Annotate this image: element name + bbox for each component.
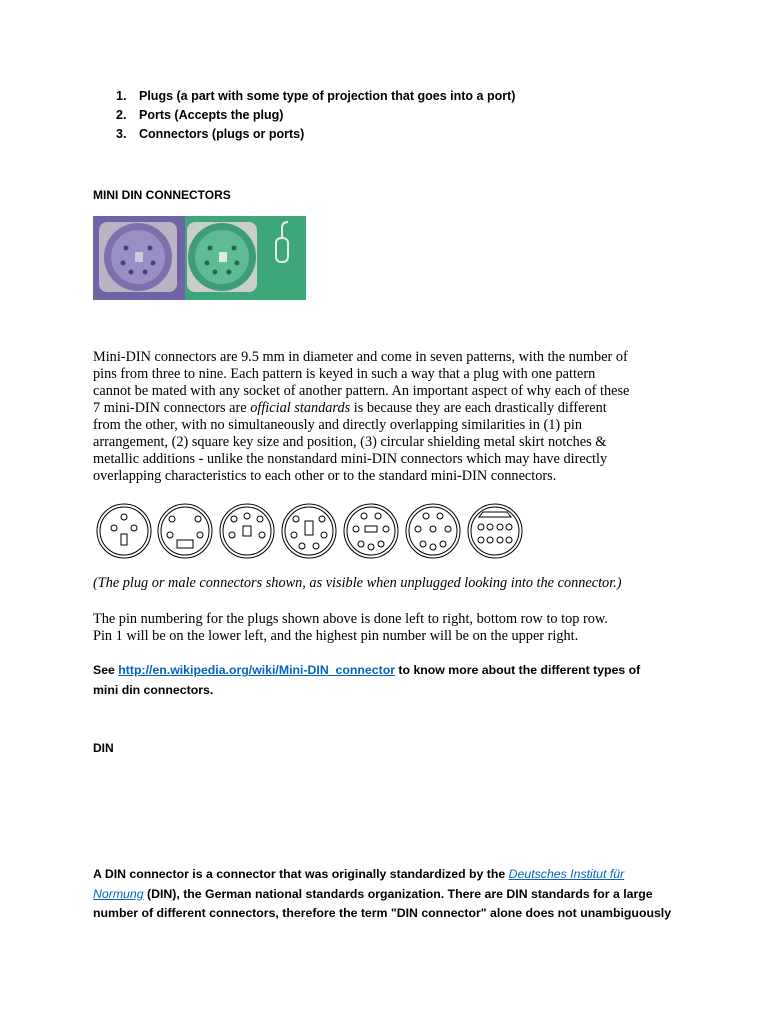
wikipedia-reference: See http://en.wikipedia.org/wiki/Mini-DIN_connector to know more about the different types of mini din connectors. [93, 663, 641, 697]
pinout-6-pin [282, 504, 336, 558]
mini-din-pinout-diagram [95, 502, 535, 560]
wikipedia-mini-din-link[interactable]: http://en.wikipedia.org/wiki/Mini-DIN_connector [118, 663, 395, 677]
mini-din-description: Mini-DIN connectors are 9.5 mm in diameter and come in seven patterns, with the number of pins from three to nine. Each pattern is keyed in such a way that a plug with one pattern cannot be mated with any socket of another pattern. An important aspect of why each of these 7 mini-DIN connectors are official standards is because they are each drastically different from the other, with no simultaneously and directly overlapping similarities in (1) pin arrangement, (2) square key size and position, (3) circular shielding metal skirt notches & metallic additions - unlike the nonstandard mini-DIN connectors which may have directly overlapping characteristics to each other or to the standard mini-DIN connectors. [93, 349, 630, 484]
list-item: 2. Ports (Accepts the plug) [116, 108, 284, 122]
pin-numbering-description: The pin numbering for the plugs shown above is done left to right, bottom row to top row. Pin 1 will be on the lower left, and the highest pin number will be on the upper right. [93, 611, 608, 644]
pinout-9-pin [468, 504, 522, 558]
pinout-3-pin [97, 504, 151, 558]
heading-din: DIN [93, 741, 114, 755]
heading-mini-din: MINI DIN CONNECTORS [93, 188, 231, 202]
list-item: 1. Plugs (a part with some type of projection that goes into a port) [116, 89, 516, 103]
deutsches-institut-link[interactable]: Deutsches Institut für [508, 867, 625, 881]
pinout-8-pin [406, 504, 460, 558]
din-description: A DIN connector is a connector that was originally standardized by the Deutsches Institut für Normung (DIN), the German national standards organization. There are DIN standards for a large number of different connectors, therefore the term "DIN connector" alone does not unambiguously [93, 867, 672, 920]
list-item: 3. Connectors (plugs or ports) [116, 127, 305, 141]
pinout-5-pin [220, 504, 274, 558]
normung-link[interactable]: Normung [93, 886, 144, 901]
pinout-7-pin [344, 504, 398, 558]
pinout-caption: (The plug or male connectors shown, as visible when unplugged looking into the connector.) [93, 575, 622, 591]
pinout-4-pin [158, 504, 212, 558]
connector-type-list [116, 87, 515, 144]
mini-din-ports-photo [93, 216, 306, 300]
